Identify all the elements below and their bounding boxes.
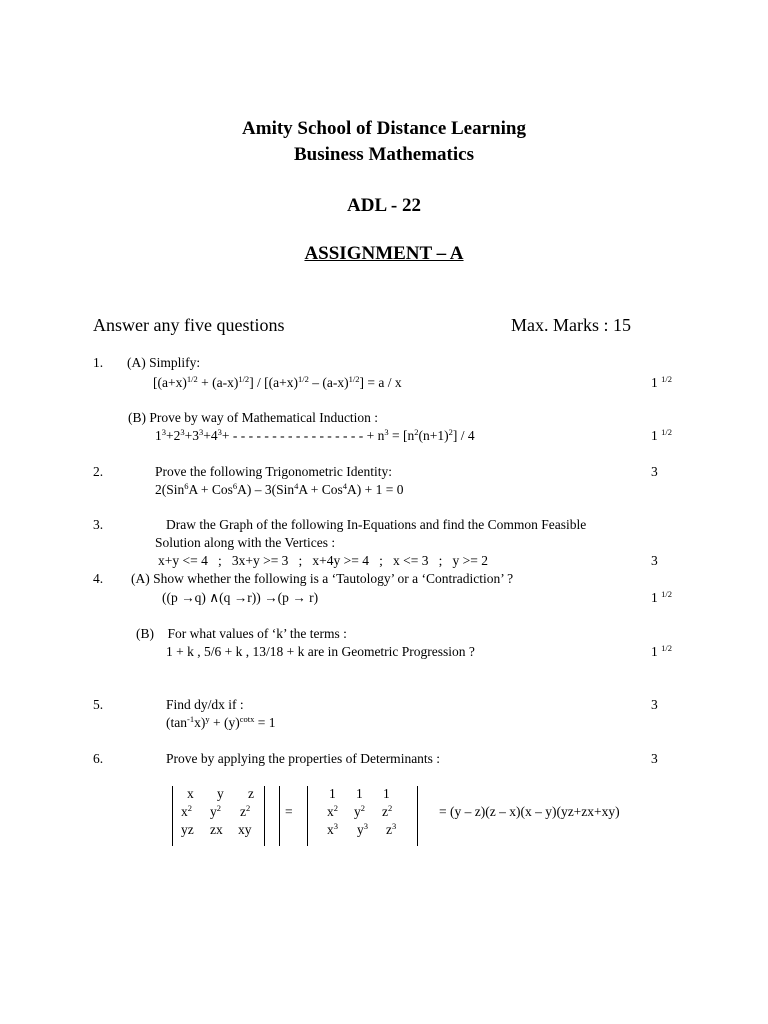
det2-cell: 1: [356, 786, 363, 801]
det1-cell: xy: [238, 822, 252, 837]
q4a-expression: ((p →q) ∧(q →r)) →(p → r): [162, 590, 319, 605]
det1-left-bar: [172, 786, 173, 846]
q4a-marks: 1 $^{1/2}$: [651, 589, 672, 605]
q2-text: Prove the following Trigonometric Identity:: [155, 464, 392, 479]
institution-title: Amity School of Distance Learning: [242, 118, 526, 139]
det-rhs: = (y – z)(z – x)(x – y)(yz+zx+xy): [439, 804, 620, 819]
eq-left-bar: [279, 786, 280, 846]
det1-cell: y: [217, 786, 224, 801]
assignment-label: ASSIGNMENT – A: [304, 243, 464, 264]
det1-cell: $y^2$: [210, 803, 221, 819]
q4b-expression: 1 + k , 5/6 + k , 13/18 + k are in Geometric Progression ?: [166, 644, 475, 659]
det1-cell: yz: [181, 822, 194, 837]
q6-marks: 3: [651, 751, 658, 766]
det2-cell: $y^3$: [357, 821, 368, 837]
det1-cell: $z^2$: [240, 803, 251, 819]
det2-cell: $x^3$: [327, 821, 338, 837]
q4b-label: (B) For what values of ‘k’ the terms :: [136, 626, 347, 641]
q3-line2: Solution along with the Vertices :: [155, 535, 336, 550]
q1b-label: (B) Prove by way of Mathematical Induction :: [128, 410, 379, 425]
q1a-label: (A) Simplify:: [127, 355, 201, 370]
q5-marks: 3: [651, 697, 658, 712]
det-equals: =: [285, 804, 293, 819]
q1-number: 1.: [93, 355, 104, 370]
det1-cell: $x^2$: [181, 803, 192, 819]
q3-inequations: x+y <= 4 ; 3x+y >= 3 ; x+4y >= 4 ; x <= 3 ; y >= 2: [158, 553, 488, 568]
q1b-expression: $1^3+2^3+3^3+4^3+$ - - - - - - - - - - - - - - - - - + $n^3 = [n^2(n+1)^2] / 4$: [155, 427, 475, 443]
q5-number: 5.: [93, 697, 104, 712]
subject-title: Business Mathematics: [294, 144, 474, 165]
q2-number: 2.: [93, 464, 104, 479]
det1-right-bar: [264, 786, 265, 846]
det2-cell: $x^2$: [327, 803, 338, 819]
q4a-label: (A) Show whether the following is a ‘Tautology’ or a ‘Contradiction’ ?: [131, 571, 514, 586]
q2-expression: 2(Sin$^6$A + Cos$^6$A) – 3(Sin$^4$A + Cos$^4$A) + 1 = 0: [155, 481, 404, 497]
q1a-marks: 1 $^{1/2}$: [651, 374, 672, 390]
q2-marks: 3: [651, 464, 658, 479]
det2-cell: 1: [329, 786, 336, 801]
q1b-marks: 1 $^{1/2}$: [651, 427, 672, 443]
q6-text: Prove by applying the properties of Determinants :: [166, 751, 441, 766]
q3-line1: Draw the Graph of the following In-Equations and find the Common Feasible: [166, 517, 587, 532]
det2-right-bar: [417, 786, 418, 846]
det2-cell: $z^3$: [386, 821, 397, 837]
q1a-expression: $[(a+x)^{1/2} + (a-x)^{1/2}] / [(a+x)^{1/2} - (a-x)^{1/2}] = a / x$: [153, 374, 402, 390]
det1-cell: zx: [210, 822, 223, 837]
det2-cell: $z^2$: [382, 803, 393, 819]
det2-cell: $y^2$: [354, 803, 365, 819]
instructions-text: Answer any five questions: [93, 315, 285, 335]
q5-text: Find dy/dx if :: [166, 697, 244, 712]
det1-cell: x: [187, 786, 194, 801]
det1-cell: z: [248, 786, 254, 801]
q3-number: 3.: [93, 517, 104, 532]
q3-marks: 3: [651, 553, 658, 568]
course-code: ADL - 22: [347, 195, 421, 216]
q5-expression: $(\tan^{-1}x)^y + (y)^{cotx} = 1$: [166, 714, 276, 730]
assignment-heading: [0, 243, 768, 265]
max-marks: Max. Marks : 15: [511, 315, 631, 335]
det2-left-bar: [307, 786, 308, 846]
det2-cell: 1: [383, 786, 390, 801]
q4-number: 4.: [93, 571, 104, 586]
q4b-marks: 1 $^{1/2}$: [651, 643, 672, 659]
q6-number: 6.: [93, 751, 104, 766]
